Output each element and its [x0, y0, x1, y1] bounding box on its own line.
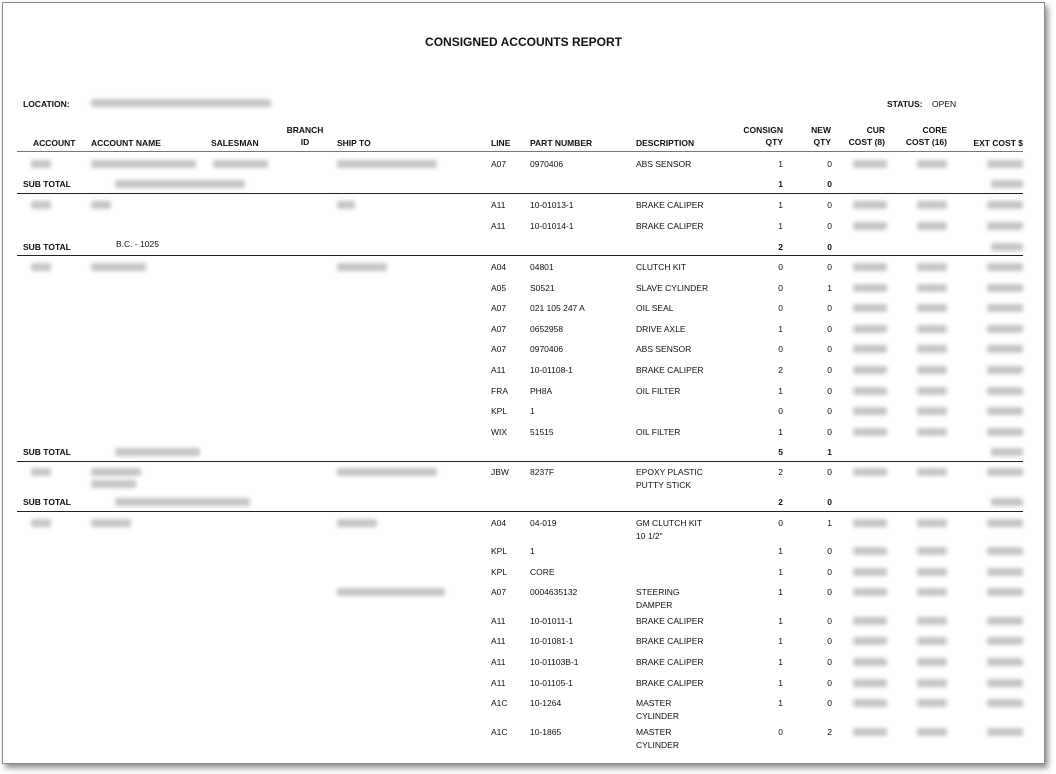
part-number: 04-019	[530, 518, 557, 528]
line-code: A07	[491, 324, 507, 334]
cur-cost-redacted	[853, 728, 887, 736]
consign-qty: 2	[778, 467, 783, 477]
line-code: WIX	[491, 427, 508, 437]
cur-cost-redacted	[853, 658, 887, 666]
ext-cost-redacted	[987, 366, 1023, 374]
consign-qty: 0	[778, 303, 783, 313]
description: ABS SENSOR	[636, 159, 692, 169]
line-code: A11	[491, 200, 506, 210]
ext-cost-redacted	[987, 679, 1023, 687]
col-branch-id-line1: BRANCH	[286, 125, 324, 135]
line-code: KPL	[491, 567, 508, 577]
core-cost-redacted	[917, 387, 947, 395]
new-qty: 0	[827, 406, 832, 416]
new-qty: 1	[827, 283, 832, 293]
part-number: 10-1264	[530, 698, 562, 708]
description: BRAKE CALIPER	[636, 200, 704, 210]
account-name-redacted	[91, 519, 131, 527]
subtotal-name-redacted	[115, 448, 200, 456]
core-cost-redacted	[917, 263, 947, 271]
col-cur-cost-line2: COST (8)	[848, 137, 885, 147]
col-salesman: SALESMAN	[211, 138, 259, 148]
ext-cost-redacted	[987, 468, 1023, 476]
part-number: 10-01081-1	[530, 636, 574, 646]
location-value-redacted	[91, 99, 271, 107]
new-qty: 0	[827, 587, 832, 597]
description: CYLINDER	[636, 711, 679, 721]
account-redacted	[31, 201, 51, 209]
col-line: LINE	[491, 138, 511, 148]
subtotal-name: B.C. - 1025	[116, 239, 159, 249]
report-page	[2, 2, 1045, 764]
consign-qty: 0	[778, 344, 783, 354]
new-qty: 0	[827, 467, 832, 477]
description: BRAKE CALIPER	[636, 365, 704, 375]
subtotal-ext-cost-redacted	[991, 448, 1023, 456]
subtotal-label: SUB TOTAL	[23, 179, 71, 189]
consign-qty: 1	[778, 427, 783, 437]
new-qty: 0	[827, 200, 832, 210]
cur-cost-redacted	[853, 468, 887, 476]
part-number: 10-1865	[530, 727, 562, 737]
account-name-redacted	[91, 263, 146, 271]
subtotal-ext-cost-redacted	[991, 243, 1023, 251]
subtotal-label: SUB TOTAL	[23, 447, 71, 457]
part-number: 10-01103B-1	[530, 657, 579, 667]
cur-cost-redacted	[853, 428, 887, 436]
cur-cost-redacted	[853, 699, 887, 707]
consign-qty: 2	[778, 365, 783, 375]
account-name-redacted	[91, 468, 141, 476]
consign-qty: 0	[778, 406, 783, 416]
subtotal-consign-qty: 2	[778, 497, 783, 507]
description: DAMPER	[636, 600, 673, 610]
ext-cost-redacted	[987, 387, 1023, 395]
core-cost-redacted	[917, 201, 947, 209]
ext-cost-redacted	[987, 699, 1023, 707]
col-ext-cost: EXT COST $	[973, 138, 1023, 148]
line-code: A1C	[491, 698, 508, 708]
subtotal-label: SUB TOTAL	[23, 497, 71, 507]
consign-qty: 1	[778, 386, 783, 396]
cur-cost-redacted	[853, 201, 887, 209]
line-code: A04	[491, 262, 507, 272]
subtotal-new-qty: 0	[827, 497, 832, 507]
description: OIL SEAL	[636, 303, 674, 313]
ext-cost-redacted	[987, 617, 1023, 625]
consign-qty: 1	[778, 698, 783, 708]
ext-cost-redacted	[987, 304, 1023, 312]
cur-cost-redacted	[853, 407, 887, 415]
core-cost-redacted	[917, 160, 947, 168]
line-code: FRA	[491, 386, 508, 396]
consign-qty: 1	[778, 587, 783, 597]
part-number: 0004635132	[530, 587, 578, 597]
part-number: 10-01011-1	[530, 616, 573, 626]
ship-to-redacted	[337, 160, 437, 168]
core-cost-redacted	[917, 658, 947, 666]
consign-qty: 1	[778, 567, 783, 577]
cur-cost-redacted	[853, 284, 887, 292]
consign-qty: 1	[778, 221, 783, 231]
consign-qty: 1	[778, 324, 783, 334]
description: CYLINDER	[636, 740, 679, 750]
ext-cost-redacted	[987, 345, 1023, 353]
line-code: A11	[491, 636, 506, 646]
core-cost-redacted	[917, 637, 947, 645]
account-redacted	[31, 263, 51, 271]
new-qty: 2	[827, 727, 832, 737]
new-qty: 0	[827, 567, 832, 577]
description: ABS SENSOR	[636, 344, 692, 354]
line-code: A11	[491, 221, 506, 231]
part-number: 04801	[530, 262, 554, 272]
description: SLAVE CYLINDER	[636, 283, 709, 293]
line-code: A07	[491, 344, 507, 354]
ext-cost-redacted	[987, 568, 1023, 576]
subtotal-new-qty: 0	[827, 179, 832, 189]
col-ship-to: SHIP TO	[337, 138, 371, 148]
part-number: 10-01014-1	[530, 221, 574, 231]
new-qty: 0	[827, 427, 832, 437]
description: DRIVE AXLE	[636, 324, 686, 334]
cur-cost-redacted	[853, 263, 887, 271]
part-number: 10-01013-1	[530, 200, 574, 210]
subtotal-new-qty: 0	[827, 242, 832, 252]
cur-cost-redacted	[853, 588, 887, 596]
account-redacted	[31, 519, 51, 527]
cur-cost-redacted	[853, 617, 887, 625]
ext-cost-redacted	[987, 407, 1023, 415]
part-number: 10-01108-1	[530, 365, 573, 375]
col-branch-id-line2: ID	[300, 137, 310, 147]
part-number: 10-01105-1	[530, 678, 573, 688]
cur-cost-redacted	[853, 637, 887, 645]
new-qty: 0	[827, 546, 832, 556]
col-new-qty-line1: NEW	[811, 125, 831, 135]
new-qty: 0	[827, 221, 832, 231]
account-redacted	[31, 160, 51, 168]
core-cost-redacted	[917, 468, 947, 476]
col-consign-qty-line1: CONSIGN	[743, 125, 783, 135]
cur-cost-redacted	[853, 325, 887, 333]
description: BRAKE CALIPER	[636, 657, 704, 667]
new-qty: 1	[827, 518, 832, 528]
col-account-name: ACCOUNT NAME	[91, 138, 161, 148]
ext-cost-redacted	[987, 201, 1023, 209]
cur-cost-redacted	[853, 387, 887, 395]
description: GM CLUTCH KIT	[636, 518, 703, 528]
col-consign-qty-line2: QTY	[765, 137, 783, 147]
line-code: A11	[491, 365, 506, 375]
new-qty: 0	[827, 678, 832, 688]
consign-qty: 0	[778, 283, 783, 293]
line-code: A07	[491, 159, 507, 169]
description: BRAKE CALIPER	[636, 636, 704, 646]
cur-cost-redacted	[853, 519, 887, 527]
new-qty: 0	[827, 262, 832, 272]
core-cost-redacted	[917, 366, 947, 374]
consign-qty: 1	[778, 616, 783, 626]
col-core-cost-line1: CORE	[922, 125, 947, 135]
location-label: LOCATION:	[23, 99, 70, 109]
consign-qty: 1	[778, 678, 783, 688]
col-core-cost-line2: COST (16)	[905, 137, 947, 147]
core-cost-redacted	[917, 428, 947, 436]
new-qty: 0	[827, 698, 832, 708]
part-number: 0970406	[530, 344, 564, 354]
cur-cost-redacted	[853, 304, 887, 312]
description: EPOXY PLASTIC	[636, 467, 703, 477]
subtotal-consign-qty: 1	[778, 179, 783, 189]
core-cost-redacted	[917, 284, 947, 292]
new-qty: 0	[827, 324, 832, 334]
description: BRAKE CALIPER	[636, 221, 704, 231]
core-cost-redacted	[917, 222, 947, 230]
subtotal-ext-cost-redacted	[991, 180, 1023, 188]
line-code: A04	[491, 518, 507, 528]
core-cost-redacted	[917, 547, 947, 555]
part-number: 1	[530, 546, 535, 556]
ship-to-redacted	[337, 588, 445, 596]
description: PUTTY STICK	[636, 480, 692, 490]
part-number: S0521	[530, 283, 555, 293]
core-cost-redacted	[917, 304, 947, 312]
description: OIL FILTER	[636, 427, 681, 437]
group-divider	[17, 511, 1023, 512]
salesman-redacted	[213, 160, 268, 168]
consign-qty: 1	[778, 159, 783, 169]
core-cost-redacted	[917, 728, 947, 736]
ext-cost-redacted	[987, 263, 1023, 271]
ext-cost-redacted	[987, 637, 1023, 645]
consign-qty: 1	[778, 636, 783, 646]
consign-qty: 1	[778, 657, 783, 667]
consign-qty: 1	[778, 546, 783, 556]
consign-qty: 0	[778, 727, 783, 737]
group-divider	[17, 461, 1023, 462]
account-name-redacted	[91, 160, 196, 168]
new-qty: 0	[827, 636, 832, 646]
description: CLUTCH KIT	[636, 262, 687, 272]
core-cost-redacted	[917, 345, 947, 353]
ship-to-redacted	[337, 519, 377, 527]
core-cost-redacted	[917, 568, 947, 576]
description: OIL FILTER	[636, 386, 681, 396]
line-code: JBW	[491, 467, 509, 477]
col-description: DESCRIPTION	[636, 138, 695, 148]
ext-cost-redacted	[987, 160, 1023, 168]
cur-cost-redacted	[853, 547, 887, 555]
group-divider	[17, 193, 1023, 194]
description: BRAKE CALIPER	[636, 616, 704, 626]
core-cost-redacted	[917, 519, 947, 527]
part-number: 51515	[530, 427, 554, 437]
description: STEERING	[636, 587, 680, 597]
consign-qty: 1	[778, 200, 783, 210]
line-code: A11	[491, 678, 506, 688]
description: BRAKE CALIPER	[636, 678, 704, 688]
ext-cost-redacted	[987, 588, 1023, 596]
col-part-number: PART NUMBER	[530, 138, 593, 148]
cur-cost-redacted	[853, 345, 887, 353]
cur-cost-redacted	[853, 679, 887, 687]
subtotal-consign-qty: 2	[778, 242, 783, 252]
line-code: A07	[491, 587, 507, 597]
ext-cost-redacted	[987, 284, 1023, 292]
core-cost-redacted	[917, 679, 947, 687]
part-number: 8237F	[530, 467, 555, 477]
new-qty: 0	[827, 344, 832, 354]
status-value: OPEN	[932, 99, 957, 109]
subtotal-consign-qty: 5	[778, 447, 783, 457]
cur-cost-redacted	[853, 222, 887, 230]
description: MASTER	[636, 698, 672, 708]
description: 10 1/2"	[636, 531, 663, 541]
ship-to-redacted	[337, 201, 355, 209]
new-qty: 0	[827, 365, 832, 375]
ext-cost-redacted	[987, 658, 1023, 666]
subtotal-name-redacted	[115, 180, 245, 188]
account-redacted	[31, 468, 51, 476]
core-cost-redacted	[917, 325, 947, 333]
part-number: 1	[530, 406, 535, 416]
line-code: A11	[491, 657, 506, 667]
ext-cost-redacted	[987, 728, 1023, 736]
cur-cost-redacted	[853, 366, 887, 374]
line-code: A05	[491, 283, 507, 293]
col-new-qty-line2: QTY	[813, 137, 831, 147]
ext-cost-redacted	[987, 325, 1023, 333]
subtotal-name-redacted	[115, 498, 250, 506]
cur-cost-redacted	[853, 568, 887, 576]
ship-to-redacted	[337, 468, 437, 476]
ext-cost-redacted	[987, 519, 1023, 527]
line-code: A11	[491, 616, 506, 626]
consign-qty: 0	[778, 262, 783, 272]
cur-cost-redacted	[853, 160, 887, 168]
subtotal-label: SUB TOTAL	[23, 242, 71, 252]
new-qty: 0	[827, 657, 832, 667]
line-code: A1C	[491, 727, 508, 737]
group-divider	[17, 255, 1023, 256]
part-number: PH8A	[530, 386, 553, 396]
ship-to-redacted	[337, 263, 387, 271]
core-cost-redacted	[917, 617, 947, 625]
core-cost-redacted	[917, 699, 947, 707]
part-number: 0652958	[530, 324, 564, 334]
part-number: 0970406	[530, 159, 564, 169]
line-code: KPL	[491, 406, 508, 416]
part-number: CORE	[530, 567, 555, 577]
new-qty: 0	[827, 303, 832, 313]
core-cost-redacted	[917, 588, 947, 596]
report-title: CONSIGNED ACCOUNTS REPORT	[425, 35, 622, 49]
ext-cost-redacted	[987, 547, 1023, 555]
new-qty: 0	[827, 386, 832, 396]
account-name-redacted	[91, 480, 136, 488]
line-code: A07	[491, 303, 507, 313]
new-qty: 0	[827, 616, 832, 626]
line-code: KPL	[491, 546, 508, 556]
ext-cost-redacted	[987, 428, 1023, 436]
core-cost-redacted	[917, 407, 947, 415]
header-divider	[17, 151, 1023, 152]
status-label: STATUS:	[887, 99, 923, 109]
new-qty: 0	[827, 159, 832, 169]
account-name-redacted	[91, 201, 111, 209]
ext-cost-redacted	[987, 222, 1023, 230]
description: MASTER	[636, 727, 672, 737]
col-account: ACCOUNT	[33, 138, 76, 148]
consign-qty: 0	[778, 518, 783, 528]
subtotal-ext-cost-redacted	[991, 498, 1023, 506]
subtotal-new-qty: 1	[827, 447, 832, 457]
part-number: 021 105 247 A	[530, 303, 585, 313]
col-cur-cost-line1: CUR	[866, 125, 885, 135]
